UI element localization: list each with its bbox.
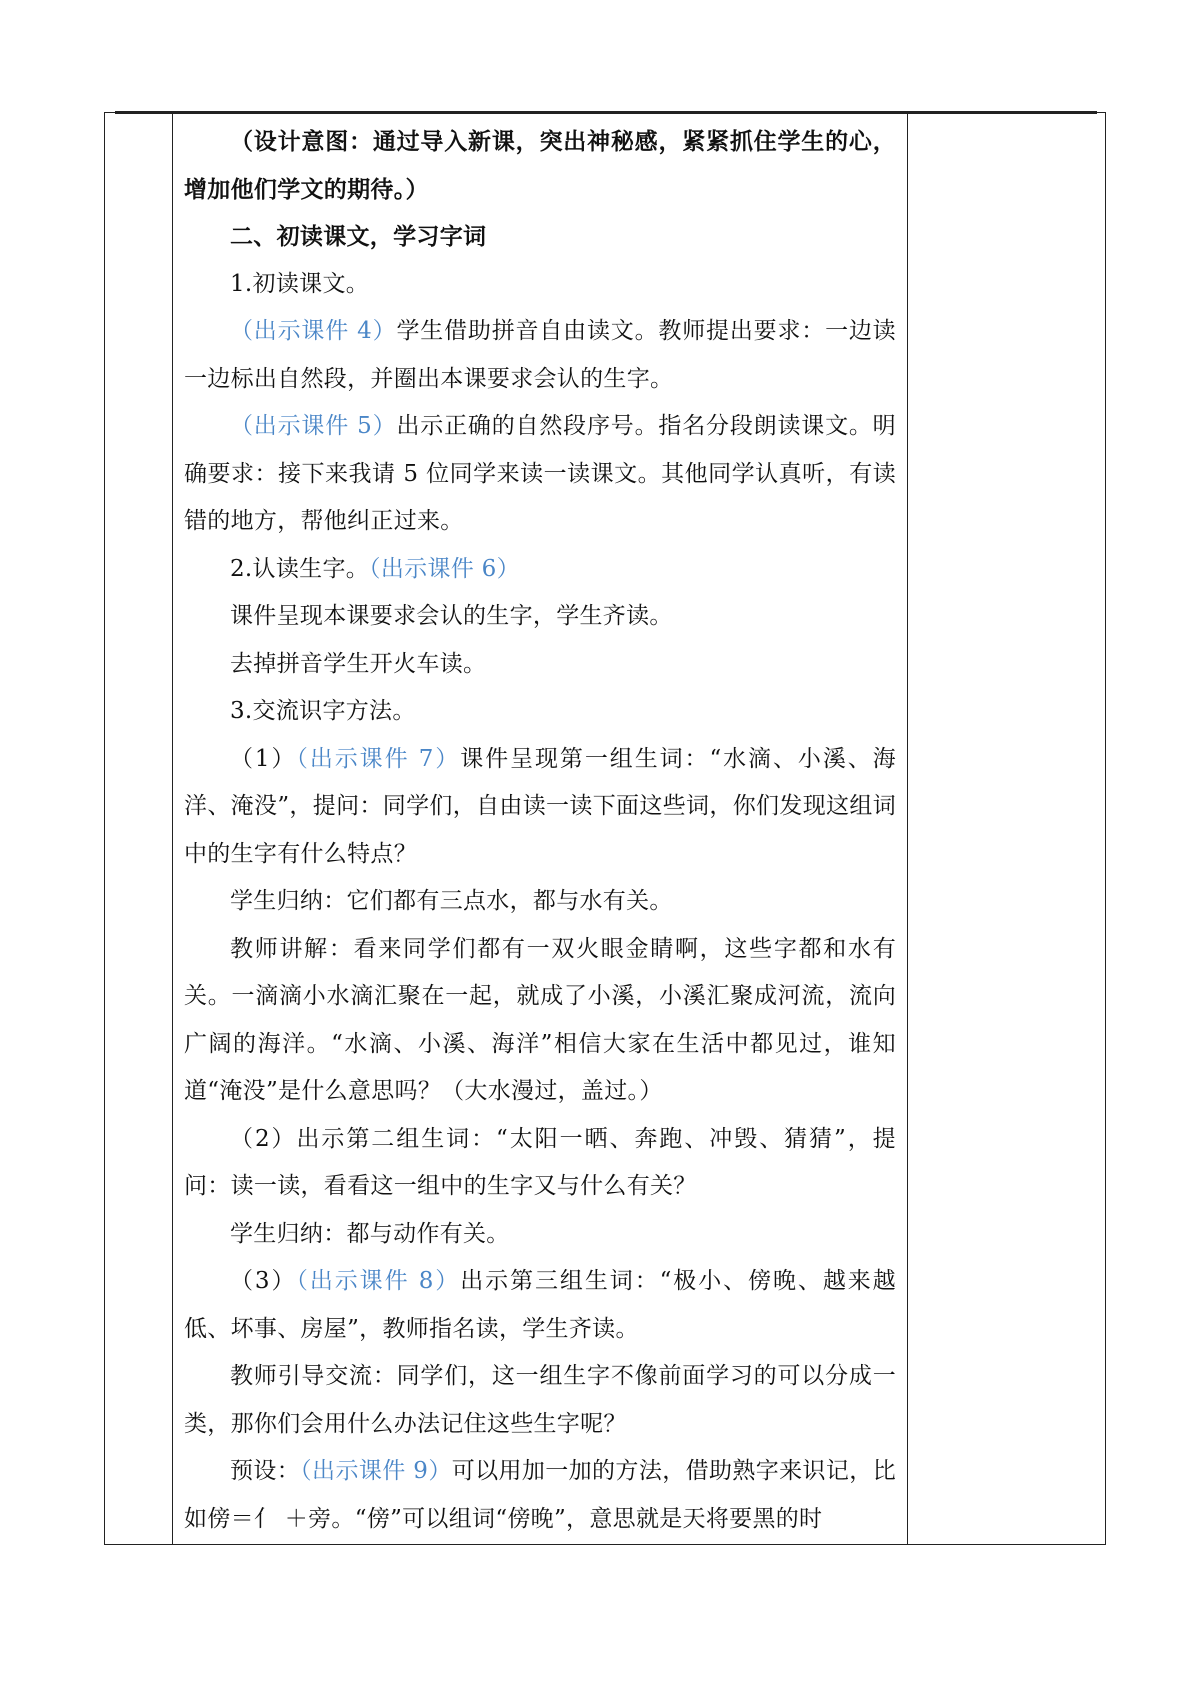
- paragraph-courseware-5: [184, 403, 896, 546]
- paragraph-text: 出示第三组生词：“极小、傍晚、越来越低、坏事、房屋”，教师指名读，学生齐读。: [184, 1268, 896, 1342]
- courseware-reference: （出示课件 7）: [296, 745, 461, 772]
- paragraph-text: 2.认读生字。: [230, 555, 370, 582]
- paragraph-text: （3）: [230, 1268, 297, 1294]
- paragraph-text: 1.初读课文。: [230, 270, 370, 297]
- paragraph-step-2-b: [184, 641, 896, 689]
- paragraph-text: 可以用加一加的方法，借助熟字来识记，比如傍＝亻 ＋旁。“傍”可以组词“傍晚”，意思就是天将要黑的时: [184, 1458, 896, 1532]
- courseware-reference: （出示课件 5）: [230, 413, 397, 439]
- paragraph-design-intent: [184, 118, 896, 213]
- paragraph-text: 学生归纳：都与动作有关。: [230, 1220, 510, 1247]
- table-column-divider-left: [172, 112, 173, 1545]
- paragraph-group-1-explain: [184, 926, 896, 1116]
- paragraph-text: 去掉拼音学生开火车读。: [230, 650, 487, 677]
- paragraph-text: 学生借助拼音自由读文。教师提出要求：一边读一边标出自然段，并圈出本课要求会认的生字。: [184, 318, 896, 392]
- paragraph-text: 教师引导交流：同学们，这一组生字不像前面学习的可以分成一类，那你们会用什么办法记住这些生字呢？: [184, 1363, 896, 1437]
- table-column-divider-right: [907, 112, 908, 1545]
- paragraph-group-2-answer: [184, 1211, 896, 1259]
- paragraph-group-3: [184, 1258, 896, 1353]
- paragraph-step-2: [184, 546, 896, 594]
- paragraph-text: 课件呈现本课要求会认的生字，学生齐读。: [230, 603, 673, 629]
- paragraph-text: （设计意图：通过导入新课，突出神秘感，紧紧抓住学生的心，增加他们学文的期待。）: [184, 128, 896, 203]
- paragraph-text: 出示正确的自然段序号。指名分段朗读课文。明确要求：接下来我请 5 位同学来读一读课文。其他同学认真听，有读错的地方，帮他纠正过来。: [184, 413, 896, 534]
- courseware-reference: （出示课件 4）: [230, 318, 397, 344]
- paragraph-group-1-answer: [184, 878, 896, 926]
- paragraph-group-1: [184, 736, 896, 879]
- paragraph-preset: [184, 1448, 896, 1543]
- paragraph-text: （2）出示第二组生词：“太阳一晒、奔跑、冲毁、猜猜”，提问：读一读，看看这一组中的生字又与什么有关？: [184, 1125, 896, 1199]
- paragraph-step-1: [184, 261, 896, 309]
- lesson-content: [184, 118, 896, 1543]
- paragraph-step-3: [184, 688, 896, 736]
- paragraph-text: 学生归纳：它们都有三点水，都与水有关。: [230, 888, 673, 914]
- paragraph-group-3-guide: [184, 1353, 896, 1448]
- courseware-reference: （出示课件 6）: [369, 555, 520, 582]
- courseware-reference: （出示课件 9）: [300, 1458, 452, 1484]
- paragraph-courseware-4: [184, 308, 896, 403]
- paragraph-text: （1）: [230, 745, 297, 772]
- paragraph-section-2-heading: [184, 213, 896, 261]
- paragraph-text: 课件呈现第一组生词：“水滴、小溪、海洋、淹没”，提问：同学们，自由读一读下面这些词，你们发现这组词中的生字有什么特点？: [184, 745, 896, 867]
- paragraph-group-2: [184, 1116, 896, 1211]
- courseware-reference: （出示课件 8）: [296, 1268, 461, 1294]
- paragraph-text: 教师讲解：看来同学们都有一双火眼金睛啊，这些字都和水有关。一滴滴小水滴汇聚在一起，就成了小溪，小溪汇聚成河流，流向广阔的海洋。“水滴、小溪、海洋”相信大家在生活中都见过，谁知道“淹没”是什么意思吗？（大水漫过，盖过。）: [184, 935, 896, 1104]
- paragraph-text: 预设：: [230, 1458, 301, 1484]
- paragraph-text: 二、初读课文，学习字词: [230, 223, 487, 250]
- paragraph-step-2-a: [184, 593, 896, 641]
- paragraph-text: 3.交流识字方法。: [230, 698, 416, 724]
